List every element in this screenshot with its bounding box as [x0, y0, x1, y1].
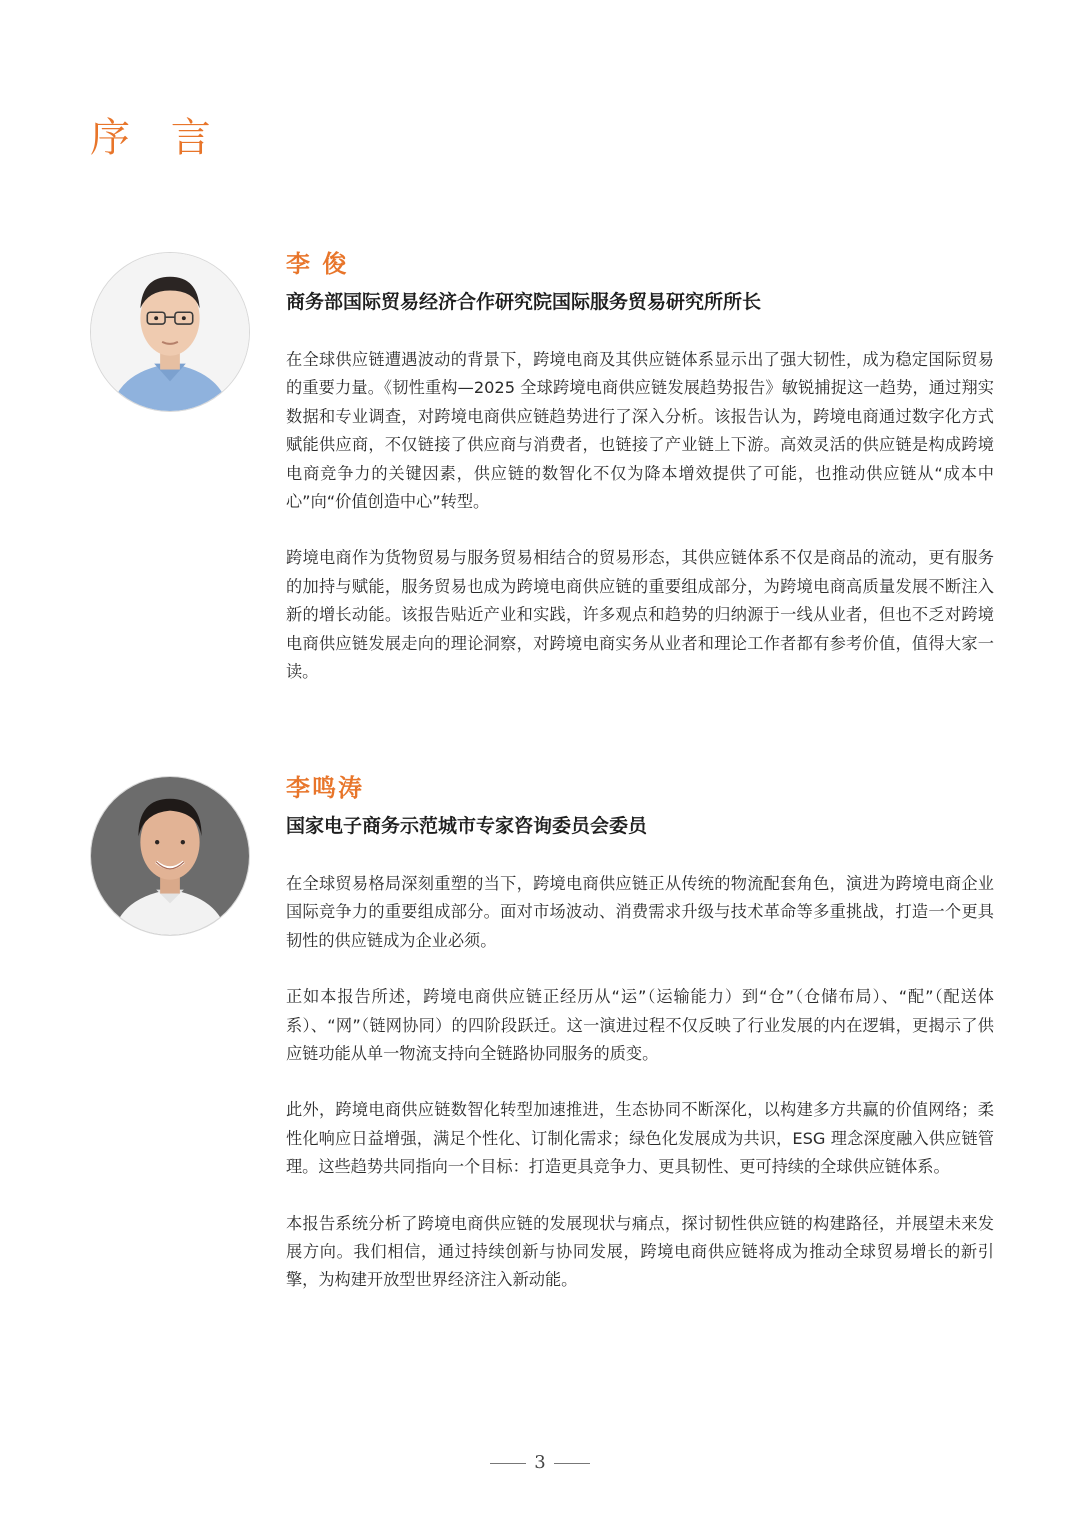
preface-text — [286, 870, 994, 1323]
page-number: 3 — [534, 1452, 546, 1473]
paragraph: 跨境电商作为货物贸易与服务贸易相结合的贸易形态，其供应链体系不仅是商品的流动，更有服务的加持与赋能，服务贸易也成为跨境电商供应链的重要组成部分，为跨境电商高质量发展不断注入新的增长动能。该报告贴近产业和实践，许多观点和趋势的归纳源于一线从业者，但也不乏对跨境电商供应链发展走向的理论洞察，对跨境电商实务从业者和理论工作者都有参考价值，值得大家一读。 — [286, 548, 994, 682]
preface-text — [286, 346, 994, 714]
paragraph: 在全球供应链遭遇波动的背景下，跨境电商及其供应链体系显示出了强大韧性，成为稳定国际贸易的重要力量。《韧性重构—2025 全球跨境电商供应链发展趋势报告》敏锐捕捉这一趋势，通过翔实数据和专业调查，对跨境电商供应链趋势进行了深入分析。该报告认为，跨境电商通过数字化方式赋能供应商，不仅链接了供应商与消费者，也链接了产业链上下游。高效灵活的供应链是构成跨境电商竞争力的关键因素，供应链的数智化不仅为降本增效提供了可能，也推动供应链从“成本中心”向“价值创造中心”转型。 — [286, 350, 994, 512]
portrait-2-image — [91, 777, 249, 935]
author-name: 李 俊 — [286, 250, 349, 278]
page-title: 序 言 — [90, 115, 225, 161]
author-role: 商务部国际贸易经济合作研究院国际服务贸易研究所所长 — [286, 291, 762, 313]
paragraph: 正如本报告所述，跨境电商供应链正经历从“运”（运输能力）到“仓”（仓储布局）、“配”（配送体系）、“网”（链网协同）的四阶段跃迁。这一演进过程不仅反映了行业发展的内在逻辑，更揭示了供应链功能从单一物流支持向全链路协同服务的质变。 — [286, 987, 994, 1064]
footer-rule-left — [490, 1463, 526, 1464]
author-role: 国家电子商务示范城市专家咨询委员会委员 — [286, 815, 648, 837]
paragraph: 此外，跨境电商供应链数智化转型加速推进，生态协同不断深化，以构建多方共赢的价值网络；柔性化响应日益增强，满足个性化、订制化需求；绿色化发展成为共识，ESG 理念深度融入供应链管理。这些趋势共同指向一个目标：打造更具竞争力、更具韧性、更可持续的全球供应链体系。 — [286, 1100, 994, 1177]
portrait-1-image — [91, 253, 249, 411]
page-footer — [0, 1452, 1080, 1473]
avatar-photo — [90, 776, 250, 936]
paragraph: 在全球贸易格局深刻重塑的当下，跨境电商供应链正从传统的物流配套角色，演进为跨境电商企业国际竞争力的重要组成部分。面对市场波动、消费需求升级与技术革命等多重挑战，打造一个更具韧性的供应链成为企业必须。 — [286, 874, 994, 950]
avatar-photo — [90, 252, 250, 412]
paragraph: 本报告系统分析了跨境电商供应链的发展现状与痛点，探讨韧性供应链的构建路径，并展望未来发展方向。我们相信，通过持续创新与协同发展，跨境电商供应链将成为推动全球贸易增长的新引擎，为构建开放型世界经济注入新动能。 — [286, 1213, 994, 1290]
author-name: 李鸣涛 — [286, 774, 364, 802]
footer-rule-right — [554, 1463, 590, 1464]
